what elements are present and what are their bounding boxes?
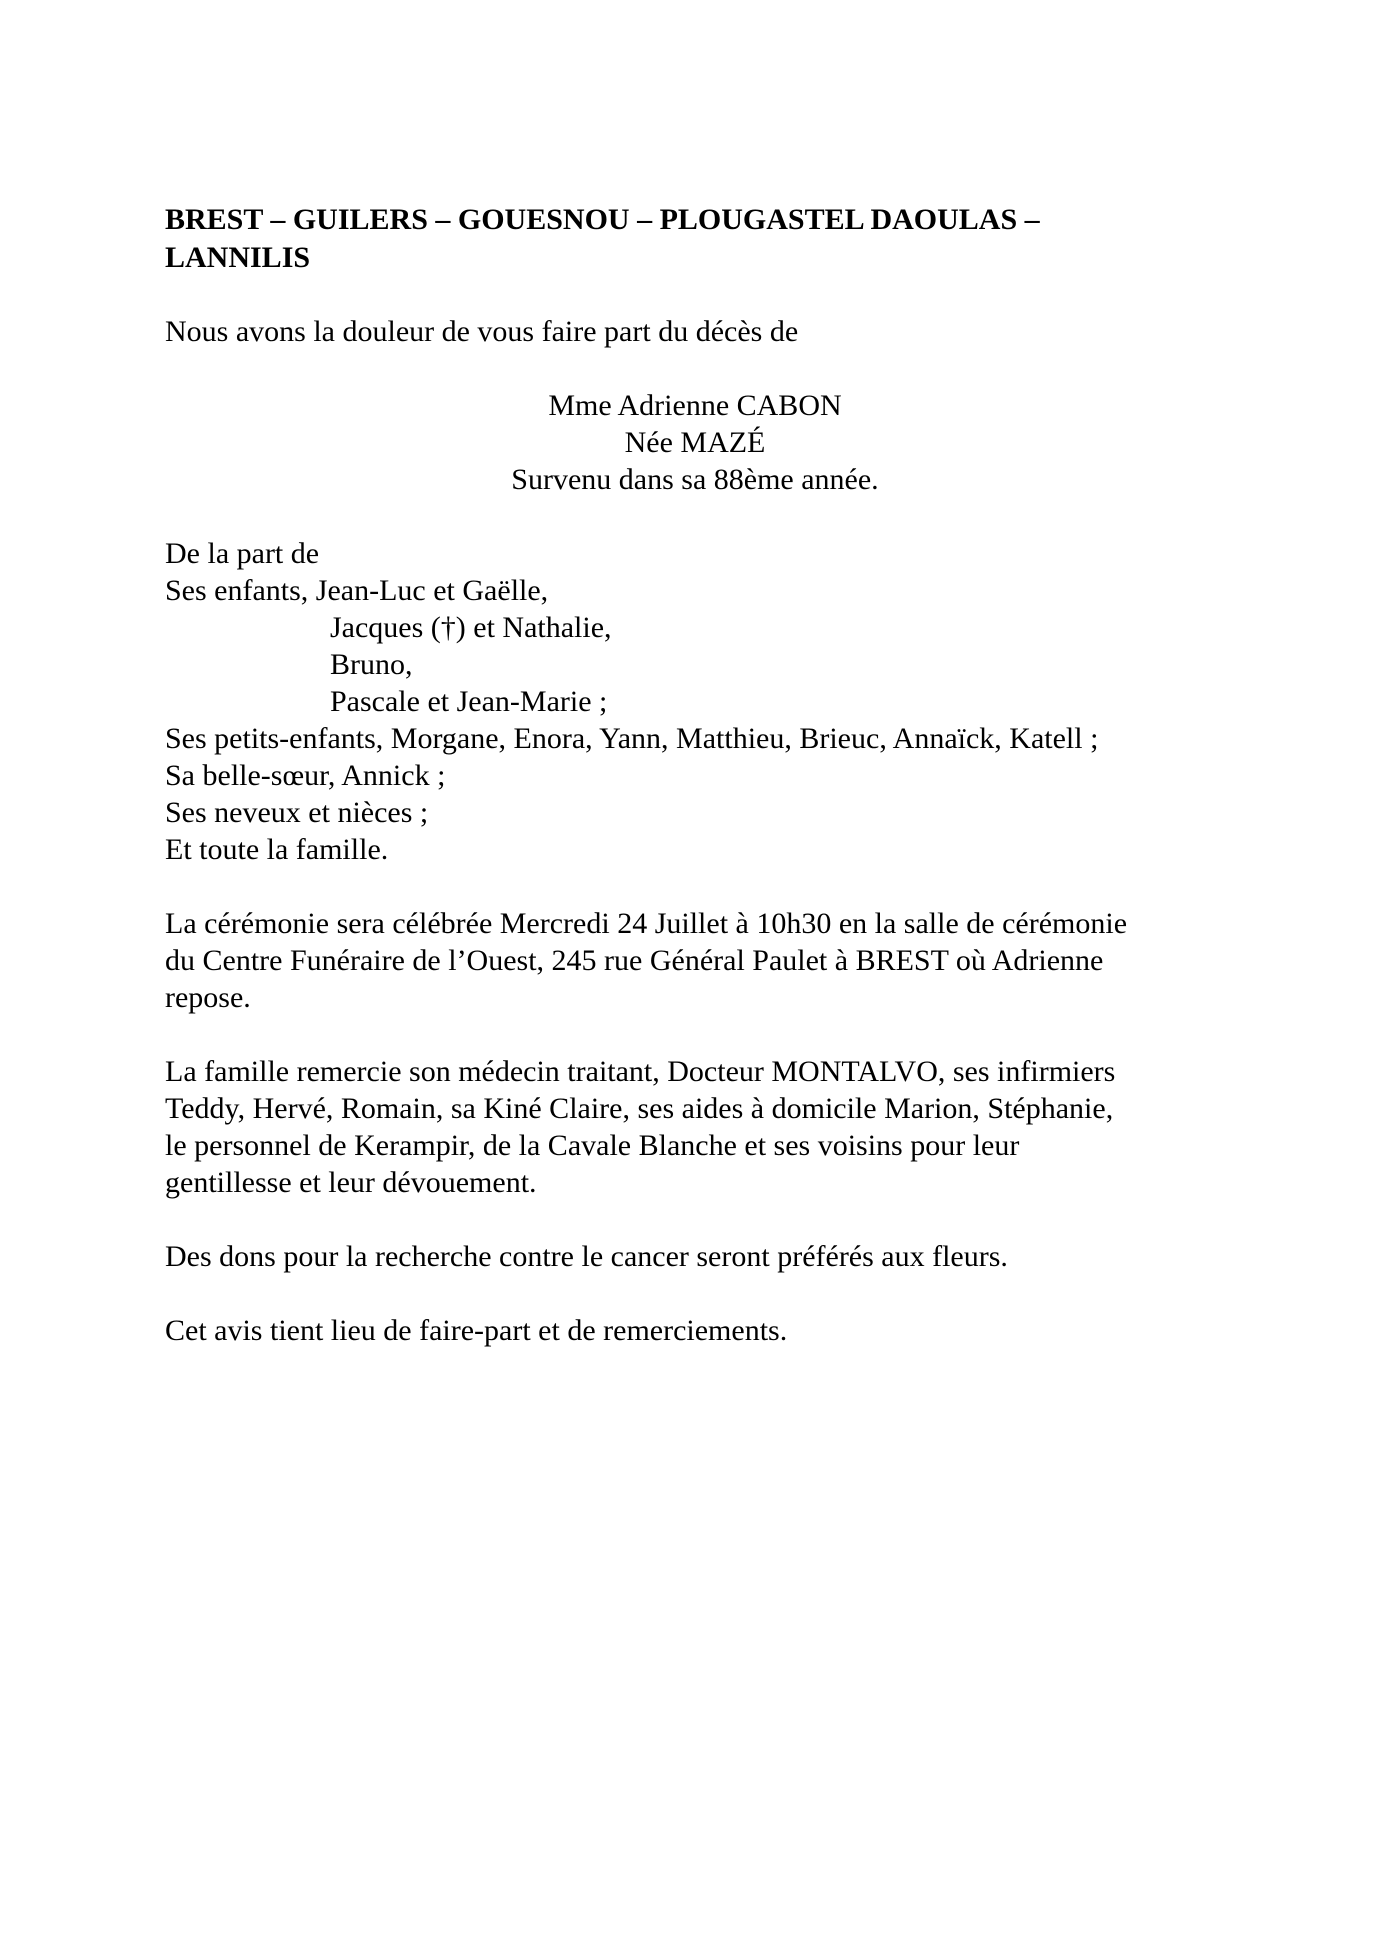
intro-text: Nous avons la douleur de vous faire part du décès de — [165, 315, 799, 348]
heading-line: LANNILIS — [165, 241, 311, 274]
children-lead: Ses enfants, Jean-Luc et Gaëlle, — [165, 574, 549, 607]
children-line: Pascale et Jean-Marie ; — [330, 685, 608, 718]
family-line: Et toute la famille. — [165, 833, 389, 866]
deceased-name: Mme Adrienne CABON — [548, 389, 842, 422]
family-line: Ses petits-enfants, Morgane, Enora, Yann, Matthieu, Brieuc, Annaïck, Katell ; — [165, 722, 1099, 755]
deceased-block — [165, 387, 1225, 498]
deceased-age: Survenu dans sa 88ème année. — [511, 463, 879, 496]
ceremony-line: du Centre Funéraire de l’Ouest, 245 rue Général Paulet à BREST où Adrienne — [165, 944, 1104, 977]
from-label: De la part de — [165, 537, 320, 570]
thanks-line: gentillesse et leur dévouement. — [165, 1166, 537, 1199]
heading-line: BREST – GUILERS – GOUESNOU – PLOUGASTEL DAOULAS – — [165, 203, 1040, 236]
ceremony-line: La cérémonie sera célébrée Mercredi 24 Juillet à 10h30 en la salle de cérémonie — [165, 907, 1128, 940]
closing-text: Cet avis tient lieu de faire-part et de remerciements. — [165, 1314, 788, 1347]
children-line: Bruno, — [330, 648, 413, 681]
thanks-line: Teddy, Hervé, Romain, sa Kiné Claire, ses aides à domicile Marion, Stéphanie, — [165, 1092, 1114, 1125]
children-line: Jacques (†) et Nathalie, — [330, 611, 612, 644]
family-line: Sa belle-sœur, Annick ; — [165, 759, 446, 792]
document-body — [165, 201, 1225, 1349]
thanks-paragraph — [165, 1053, 1225, 1201]
heading-towns — [165, 201, 1225, 277]
ceremony-line: repose. — [165, 981, 251, 1014]
thanks-line: le personnel de Kerampir, de la Cavale Blanche et ses voisins pour leur — [165, 1129, 1020, 1162]
deceased-maiden-name: Née MAZÉ — [624, 426, 766, 459]
ceremony-paragraph — [165, 905, 1225, 1016]
donations-text: Des dons pour la recherche contre le cancer seront préférés aux fleurs. — [165, 1240, 1008, 1273]
family-line: Ses neveux et nièces ; — [165, 796, 429, 829]
thanks-line: La famille remercie son médecin traitant, Docteur MONTALVO, ses infirmiers — [165, 1055, 1116, 1088]
